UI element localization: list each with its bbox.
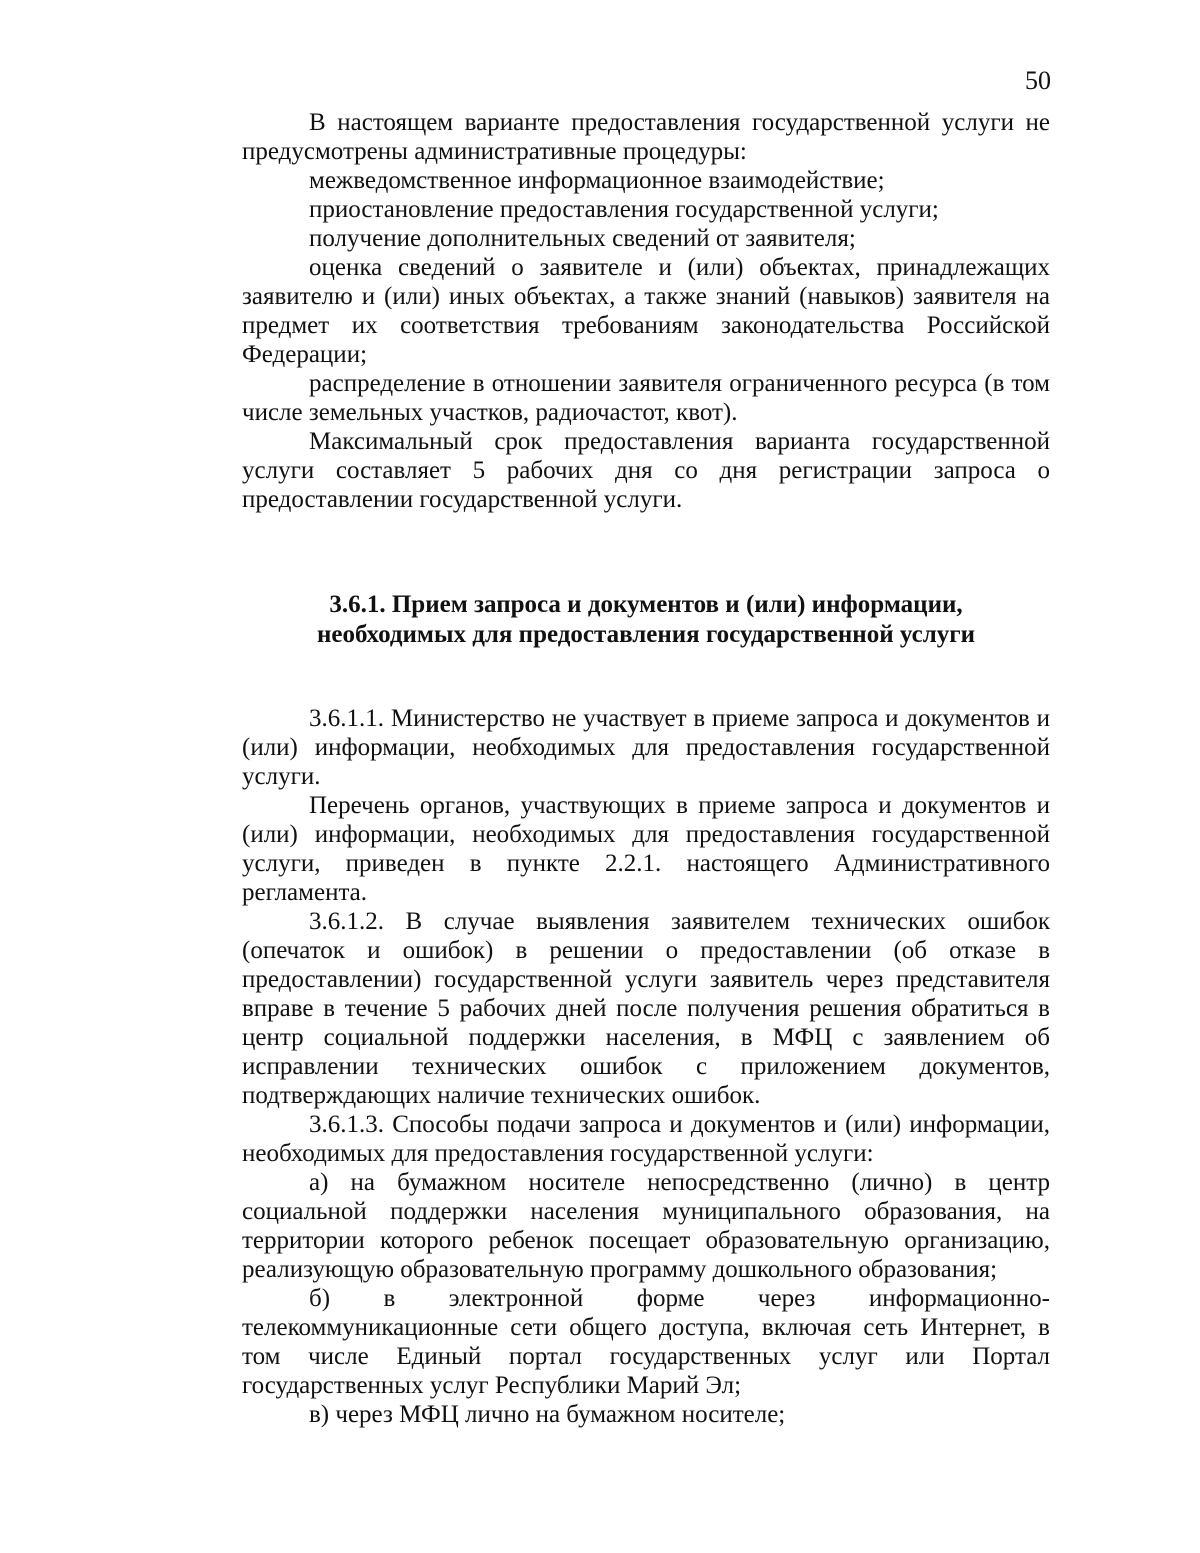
- paragraph-organs-list: Перечень органов, участвующих в приеме запроса и документов и (или) информации, необходимых для предоставления государственной услуги, приведен в пункте 2.2.1. настоящего Административного регламента.: [242, 792, 1050, 906]
- section-heading: [242, 590, 1050, 650]
- paragraph-3-6-1-2: 3.6.1.2. В случае выявления заявителем технических ошибок (опечаток и ошибок) в решении о предоставлении (об отказе в предоставлении) государственной услуги заявитель через представителя вправе в течение 5 рабочих дней после получения решения обратиться в центр социальной поддержки населения, в МФЦ с заявлением об исправлении технических ошибок с приложением документов, подтверждающих наличие технических ошибок.: [242, 908, 1050, 1109]
- page-number: 50: [1025, 66, 1051, 95]
- section-heading-line-1: 3.6.1. Прием запроса и документов и (или) информации,: [329, 591, 963, 618]
- list-item: оценка сведений о заявителе и (или) объектах, принадлежащих заявителю и (или) иных объектах, а также знаний (навыков) заявителя на предмет их соответствия требованиям законодательства Российской Федерации;: [242, 254, 1050, 368]
- intro-block: [242, 108, 1050, 514]
- method-v: в) через МФЦ лично на бумажном носителе;: [309, 1401, 786, 1428]
- list-item: межведомственное информационное взаимодействие;: [309, 167, 885, 194]
- intro-paragraph: В настоящем варианте предоставления государственной услуги не предусмотрены административные процедуры:: [242, 109, 1050, 165]
- paragraph-3-6-1-1: 3.6.1.1. Министерство не участвует в приеме запроса и документов и (или) информации, необходимых для предоставления государственной услуги.: [242, 705, 1050, 790]
- method-a: а) на бумажном носителе непосредственно (лично) в центр социальной поддержки населения муниципального образования, на территории которого ребенок посещает образовательную организацию, реализующую образовательную программу дошкольного образования;: [242, 1169, 1050, 1283]
- method-b: б) в электронной форме через информационно-телекоммуникационные сети общего доступа, включая сеть Интернет, в том числе Единый портал государственных услуг или Портал государственных услуг Республики Марий Эл;: [242, 1285, 1050, 1399]
- section-heading-line-2: необходимых для предоставления государственной услуги: [317, 621, 975, 648]
- paragraph-3-6-1-3: 3.6.1.3. Способы подачи запроса и документов и (или) информации, необходимых для предоставления государственной услуги:: [242, 1111, 1050, 1167]
- max-term-paragraph: Максимальный срок предоставления варианта государственной услуги составляет 5 рабочих дня со дня регистрации запроса о предоставлении государственной услуги.: [242, 428, 1050, 513]
- list-item: распределение в отношении заявителя ограниченного ресурса (в том числе земельных участков, радиочастот, квот).: [242, 370, 1050, 426]
- body-block: [242, 704, 1050, 1429]
- list-item: получение дополнительных сведений от заявителя;: [309, 225, 856, 252]
- list-item: приостановление предоставления государственной услуги;: [309, 196, 939, 223]
